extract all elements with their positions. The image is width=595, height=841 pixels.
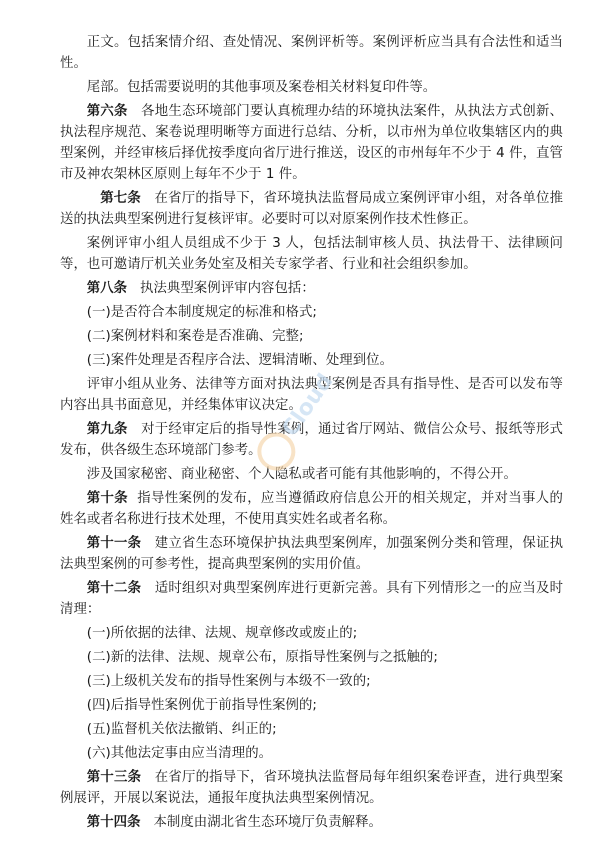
article-label: 第九条 [86, 422, 128, 437]
paragraph-text: 尾部。包括需要说明的其他事项及案卷相关材料复印件等。 [86, 80, 437, 95]
article-text: 本制度由湖北省生态环境厅负责解释。 [153, 815, 382, 830]
article-text: 执法典型案例评审内容包括： [140, 281, 315, 296]
article-7 [60, 188, 563, 230]
document-body [60, 32, 563, 836]
paragraph-text: 正文。包括案情介绍、查处情况、案例评析等。案例评析应当具有合法性和适当性。 [60, 35, 563, 71]
article-label: 第十二条 [86, 581, 142, 596]
article-label: 第十三条 [86, 770, 142, 785]
paragraph-text: 涉及国家秘密、商业秘密、个人隐私或者可能有其他影响的，不得公开。 [86, 467, 517, 482]
article-text: 建立省生态环境保护执法典型案例库，加强案例分类和管理，保证执法典型案例的可参考性，提高典型案例的实用价值。 [60, 536, 564, 572]
list-item: (一)所依据的法律、法规、规章修改或废止的; [86, 626, 358, 641]
article-label: 第十四条 [86, 815, 141, 830]
article-11 [60, 533, 563, 575]
article-label: 第十条 [86, 491, 129, 506]
paragraph-review-opinion [60, 374, 563, 416]
watermark-text: Cloud [277, 369, 339, 442]
article-text: 在省厅的指导下，省环境执法监督局成立案例评审小组，对各单位推送的执法典型案例进行复核评审。必要时可以对原案例作技术性修正。 [60, 191, 564, 227]
article-label: 第七条 [100, 191, 142, 206]
article-text: 适时组织对典型案例库进行更新完善。具有下列情形之一的应当及时清理： [60, 581, 564, 617]
paragraph-text: 案例评审小组人员组成不少于 3 人，包括法制审核人员、执法骨干、法律顾问等，也可邀请厅机关业务处室及相关专家学者、行业和社会组织参加。 [60, 236, 563, 272]
article-label: 第十一条 [86, 536, 142, 551]
list-item: (一)是否符合本制度规定的标准和格式; [86, 305, 317, 320]
article-8 [60, 278, 563, 299]
list-item: (二)新的法律、法规、规章公布，原指导性案例与之抵触的; [86, 650, 438, 665]
article-14 [60, 812, 563, 833]
article-text: 各地生态环境部门要认真梳理办结的环境执法案件，从执法方式创新、执法程序规范、案卷说理明晰等方面进行总结、分析，以市州为单位收集辖区内的典型案例，并经审核后择优按季度向省厅进行推送，设区的市州每年不少于 4 件，直管市及神农架林区原则上每年不少于 1 件。 [60, 104, 564, 182]
paragraph-review-group [60, 233, 563, 275]
list-item: (六)其他法定事由应当清理的。 [86, 746, 273, 761]
article-13 [60, 767, 563, 809]
paragraph-body-section [60, 32, 563, 74]
article-label: 第六条 [86, 104, 128, 119]
list-item: (四)后指导性案例优于前指导性案例的; [86, 698, 317, 713]
article-6 [60, 101, 563, 185]
list-item: (五)监督机关依法撤销、纠正的; [86, 722, 277, 737]
article-text: 指导性案例的发布，应当遵循政府信息公开的相关规定，并对当事人的姓名或者名称进行技术处理，不使用真实姓名或者名称。 [60, 491, 563, 527]
list-item: (三)案件处理是否程序合法、逻辑清晰、处理到位。 [86, 353, 394, 368]
article-label: 第八条 [86, 281, 128, 296]
paragraph-text: 评审小组从业务、法律等方面对执法典型案例是否具有指导性、是否可以发布等内容出具书面意见，并经集体审议决定。 [60, 377, 563, 413]
article-10 [60, 488, 563, 530]
article-9 [60, 419, 563, 461]
article-text: 对于经审定后的指导性案例，通过省厅网站、微信公众号、报纸等形式发布，供各级生态环境部门参考。 [60, 422, 564, 458]
paragraph-tail-section [60, 77, 563, 98]
list-item: (三)上级机关发布的指导性案例与本级不一致的; [86, 674, 371, 689]
paragraph-secret [60, 464, 563, 485]
article-12 [60, 578, 563, 620]
list-item: (二)案例材料和案卷是否准确、完整; [86, 329, 304, 344]
article-text: 在省厅的指导下，省环境执法监督局每年组织案卷评查，进行典型案例展评，开展以案说法，通报年度执法典型案例情况。 [60, 770, 564, 806]
